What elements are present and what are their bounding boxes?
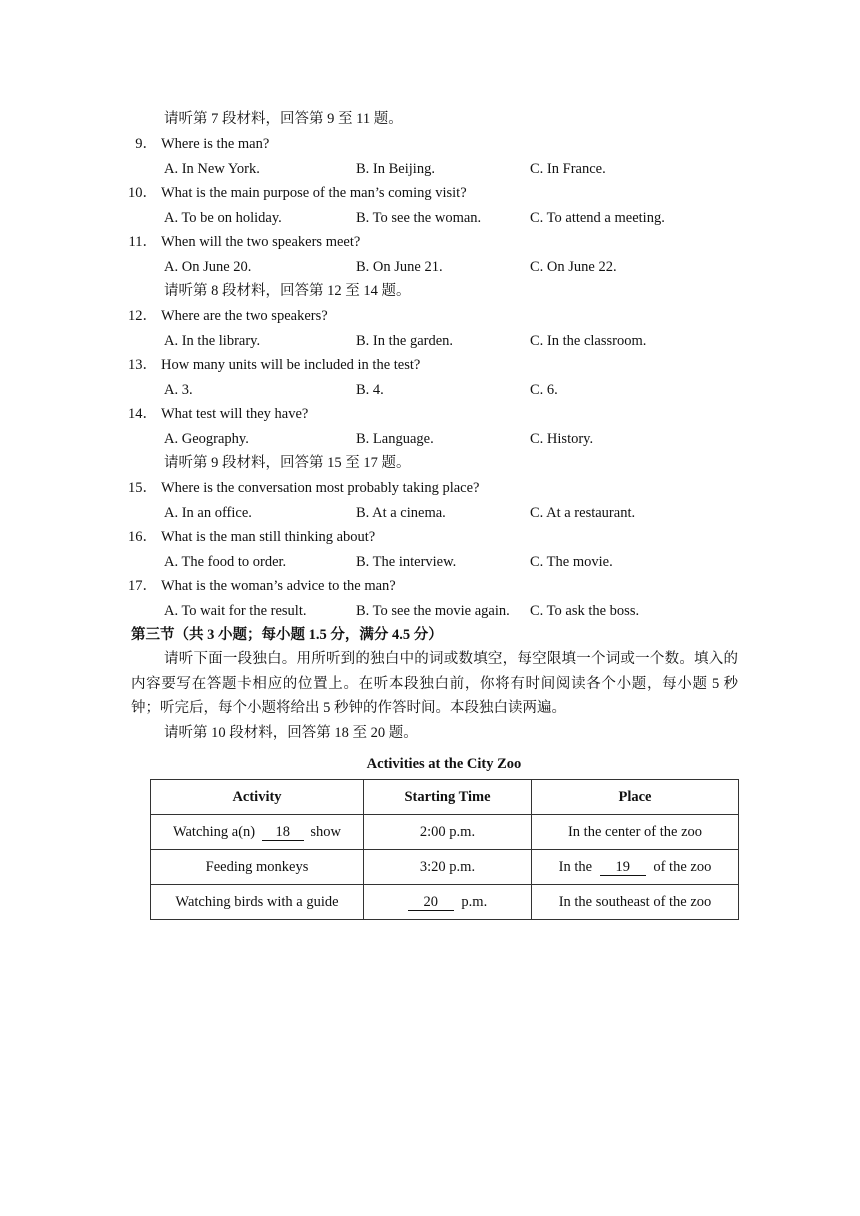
time-cell [364, 885, 532, 920]
place-cell: In the southeast of the zoo [532, 885, 739, 920]
option-c: C. History. [530, 431, 594, 447]
question-text: When will the two speakers meet? [161, 234, 361, 250]
question-text: What is the main purpose of the man’s coming visit? [161, 185, 467, 201]
option-c: C. The movie. [530, 554, 613, 570]
option-b: B. 4. [356, 382, 384, 398]
place-cell [532, 850, 739, 885]
question-text: Where are the two speakers? [161, 308, 328, 324]
option-c: C. On June 22. [530, 259, 617, 275]
option-a: A. In the library. [164, 333, 261, 349]
table-row [151, 885, 739, 920]
question-number: 9． [135, 136, 157, 152]
time-cell: 2:00 p.m. [364, 815, 532, 850]
table-title: Activities at the City Zoo [366, 756, 522, 772]
option-c: C. 6. [530, 382, 558, 398]
passage-9-intro: 请听第 9 段材料，回答第 15 至 17 题。 [164, 455, 411, 471]
question-text: How many units will be included in the test? [161, 357, 421, 373]
option-b: B. In Beijing. [356, 161, 435, 177]
option-a: A. The food to order. [164, 554, 287, 570]
table-row [151, 815, 739, 850]
question-number: 11． [128, 234, 157, 250]
table-header-row [151, 780, 739, 815]
passage-7-intro: 请听第 7 段材料，回答第 9 至 11 题。 [164, 111, 403, 127]
question-text: What is the man still thinking about? [161, 529, 376, 545]
question-number: 15． [128, 480, 157, 496]
option-b: B. At a cinema. [356, 505, 446, 521]
question-text: Where is the conversation most probably taking place? [161, 480, 480, 496]
question-number: 10． [128, 185, 157, 201]
option-b: B. Language. [356, 431, 434, 447]
question-number: 12． [128, 308, 157, 324]
time-text: p.m. [461, 893, 488, 910]
activity-cell: Feeding monkeys [151, 850, 364, 885]
option-b: B. To see the movie again. [356, 603, 510, 619]
place-text: of the zoo [653, 858, 712, 875]
passage-10-intro: 请听第 10 段材料，回答第 18 至 20 题。 [164, 725, 418, 741]
header-starting-time: Starting Time [364, 780, 532, 815]
question-number: 17． [128, 578, 157, 594]
option-c: C. In France. [530, 161, 606, 177]
passage-8-intro: 请听第 8 段材料，回答第 12 至 14 题。 [164, 283, 411, 299]
option-a: A. In New York. [164, 161, 260, 177]
blank-19: 19 [600, 860, 646, 876]
question-number: 13． [128, 357, 157, 373]
section-3-instructions: 请听下面一段独白。用所听到的独白中的词或数填空，每空限填一个词或一个数。填入的内容要写在答题卡相应的位置上。在听本段独白前，你将有时间阅读各个小题，每小题 5 秒钟；听完后，每个小题将给出 5 秒钟的作答时间。本段独白读两遍。 [131, 651, 738, 716]
place-text: In the [558, 858, 593, 875]
header-place: Place [532, 780, 739, 815]
activity-text: show [310, 823, 342, 840]
activity-cell: Watching birds with a guide [151, 885, 364, 920]
option-a: A. Geography. [164, 431, 249, 447]
option-b: B. On June 21. [356, 259, 443, 275]
question-text: What is the woman’s advice to the man? [161, 578, 396, 594]
option-b: B. The interview. [356, 554, 457, 570]
blank-20: 20 [408, 895, 454, 911]
place-cell: In the center of the zoo [532, 815, 739, 850]
option-a: A. In an office. [164, 505, 252, 521]
header-activity: Activity [151, 780, 364, 815]
option-c: C. In the classroom. [530, 333, 647, 349]
option-b: B. In the garden. [356, 333, 454, 349]
option-a: A. To be on holiday. [164, 210, 282, 226]
question-number: 14． [128, 406, 157, 422]
section-3-title: 第三节（共 3 小题；每小题 1.5 分，满分 4.5 分） [131, 627, 443, 643]
activities-table [150, 779, 739, 920]
option-c: C. At a restaurant. [530, 505, 636, 521]
activity-cell [151, 815, 364, 850]
activity-text: Watching a(n) [172, 823, 256, 840]
option-a: A. To wait for the result. [164, 603, 307, 619]
question-text: What test will they have? [161, 406, 309, 422]
question-text: Where is the man? [161, 136, 270, 152]
time-cell: 3:20 p.m. [364, 850, 532, 885]
question-number: 16． [128, 529, 157, 545]
option-a: A. 3. [164, 382, 193, 398]
option-b: B. To see the woman. [356, 210, 482, 226]
table-row [151, 850, 739, 885]
option-c: C. To ask the boss. [530, 603, 640, 619]
option-c: C. To attend a meeting. [530, 210, 665, 226]
option-a: A. On June 20. [164, 259, 252, 275]
blank-18: 18 [262, 825, 304, 841]
